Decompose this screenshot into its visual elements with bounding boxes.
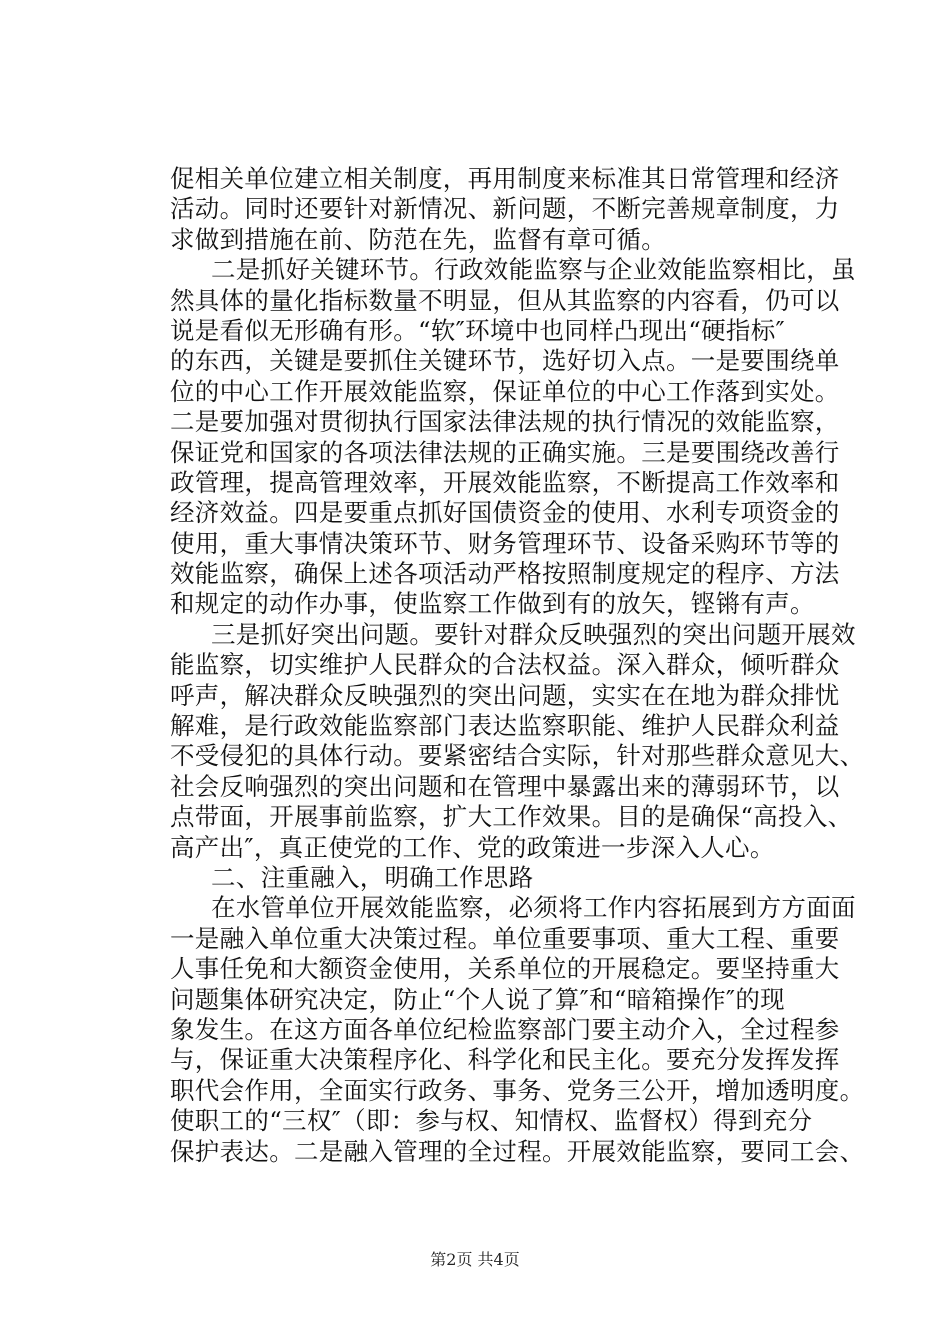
text-line: 社会反响强烈的突出问题和在管理中暴露出来的薄弱环节，以 xyxy=(170,771,840,801)
text-line: 一是融入单位重大决策过程。单位重要事项、重大工程、重要 xyxy=(170,923,840,953)
text-line: 点带面，开展事前监察，扩大工作效果。目的是确保“高投入、 xyxy=(170,802,853,832)
text-line: 保证党和国家的各项法律法规的正确实施。三是要围绕改善行 xyxy=(170,437,840,467)
body-text xyxy=(170,164,865,1167)
text-line: 政管理，提高管理效率，开展效能监察，不断提高工作效率和 xyxy=(170,467,840,497)
text-line: 活动。同时还要针对新情况、新问题，不断完善规章制度，力 xyxy=(170,194,840,224)
text-line: 二是抓好关键环节。行政效能监察与企业效能监察相比，虽 xyxy=(211,255,856,285)
text-line: 与，保证重大决策程序化、科学化和民主化。要充分发挥发挥 xyxy=(170,1045,840,1075)
text-line: 求做到措施在前、防范在先，监督有章可循。 xyxy=(170,224,666,254)
text-line: 在水管单位开展效能监察，必须将工作内容拓展到方方面面 xyxy=(211,893,856,923)
text-line: 效能监察，确保上述各项活动严格按照制度规定的程序、方法 xyxy=(170,559,840,589)
text-line: 然具体的量化指标数量不明显，但从其监察的内容看，仍可以 xyxy=(170,285,840,315)
text-line: 象发生。在这方面各单位纪检监察部门要主动介入，全过程参 xyxy=(170,1014,840,1044)
text-line: 使职工的“三权″（即：参与权、知情权、监督权）得到充分 xyxy=(170,1106,813,1136)
text-line: 三是抓好突出问题。要针对群众反映强烈的突出问题开展效 xyxy=(211,619,856,649)
text-line: 不受侵犯的具体行动。要紧密结合实际，针对那些群众意见大、 xyxy=(170,741,865,771)
text-line: 和规定的动作办事，使监察工作做到有的放矢，铿锵有声。 xyxy=(170,589,815,619)
text-line: 问题集体研究决定，防止“个人说了算″和“暗箱操作″的现 xyxy=(170,984,785,1014)
text-line: 二是要加强对贯彻执行国家法律法规的执行情况的效能监察， xyxy=(170,407,840,437)
text-line: 位的中心工作开展效能监察，保证单位的中心工作落到实处。 xyxy=(170,376,840,406)
text-line: 经济效益。四是要重点抓好国债资金的使用、水利专项资金的 xyxy=(170,498,840,528)
text-line: 促相关单位建立相关制度，再用制度来标准其日常管理和经济 xyxy=(170,164,840,193)
text-line: 解难，是行政效能监察部门表达监察职能、维护人民群众利益 xyxy=(170,711,840,741)
page-footer: 第2页 共4页 xyxy=(430,1250,520,1269)
text-line: 的东西，关键是要抓住关键环节，选好切入点。一是要围绕单 xyxy=(170,346,840,376)
text-line: 使用，重大事情决策环节、财务管理环节、设备采购环节等的 xyxy=(170,528,840,558)
text-line: 二、注重融入，明确工作思路 xyxy=(211,862,534,892)
text-line: 人事任免和大额资金使用，关系单位的开展稳定。要坚持重大 xyxy=(170,954,840,984)
text-line: 保护表达。二是融入管理的全过程。开展效能监察，要同工会、 xyxy=(170,1136,865,1166)
text-line: 能监察，切实维护人民群众的合法权益。深入群众，倾听群众 xyxy=(170,650,840,680)
text-line: 高产出″，真正使党的工作、党的政策进一步深入人心。 xyxy=(170,832,775,862)
text-line: 职代会作用，全面实行政务、事务、党务三公开，增加透明度。 xyxy=(170,1075,865,1105)
text-line: 呼声，解决群众反映强烈的突出问题，实实在在地为群众排忧 xyxy=(170,680,840,710)
text-line: 说是看似无形确有形。“软″环境中也同样凸现出“硬指标″ xyxy=(170,315,785,345)
